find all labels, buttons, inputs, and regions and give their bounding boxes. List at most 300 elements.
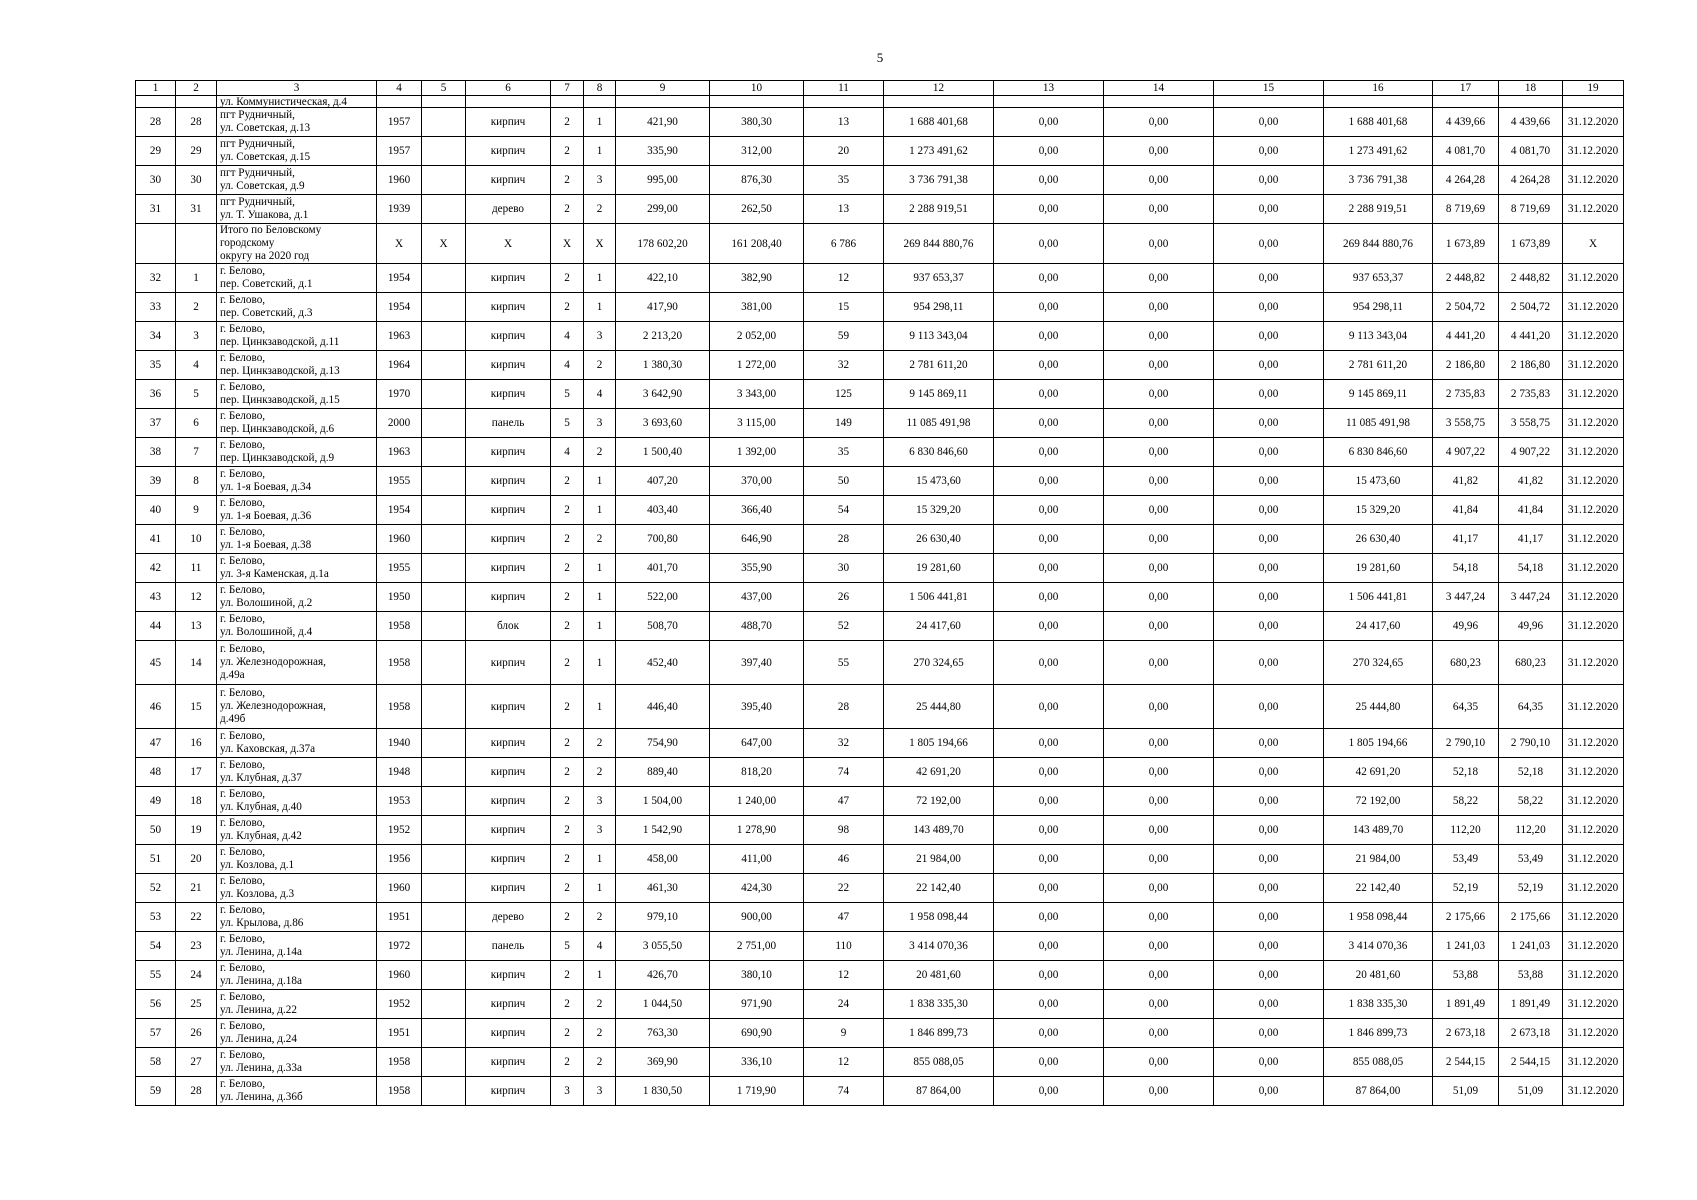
address-cell	[217, 264, 377, 293]
cell-c10: 380,10	[710, 961, 804, 990]
cell-c9: 3 693,60	[616, 409, 710, 438]
address-line: г. Белово,	[220, 526, 266, 538]
cell-year: X	[377, 224, 422, 264]
cell-n1: 54	[136, 932, 176, 961]
cell-year: 1956	[377, 845, 422, 874]
table-row	[136, 409, 1624, 438]
cell-c16: 2 781 611,20	[1324, 351, 1433, 380]
cell-c9: 508,70	[616, 612, 710, 641]
address-cell	[217, 758, 377, 787]
page-number: 5	[876, 50, 884, 65]
cell-n1: 44	[136, 612, 176, 641]
cell-c7: 5	[551, 380, 584, 409]
cell-c14: 0,00	[1104, 641, 1214, 685]
cell-c12: 2 781 611,20	[884, 351, 994, 380]
cell-c12: 269 844 880,76	[884, 224, 994, 264]
cell-c11: 46	[804, 845, 884, 874]
cell-c13: 0,00	[994, 816, 1104, 845]
cell-c10: 876,30	[710, 166, 804, 195]
cell-mat: панель	[466, 409, 551, 438]
address-line: г. Белово,	[220, 1049, 266, 1061]
cell-c10: 971,90	[710, 990, 804, 1019]
cell-c16: 9 113 343,04	[1324, 322, 1433, 351]
cell-c7: 2	[551, 467, 584, 496]
address-line: пгт Рудничный,	[220, 109, 295, 121]
cell-year: 1950	[377, 583, 422, 612]
address-line: ул. Железнодорожная,	[220, 656, 326, 668]
cell-c13: 0,00	[994, 525, 1104, 554]
cell-c14: 0,00	[1104, 874, 1214, 903]
cell-c19: 31.12.2020	[1563, 351, 1624, 380]
cell-year: 1955	[377, 554, 422, 583]
cell-c17: 2 504,72	[1433, 293, 1499, 322]
cell-n1: 36	[136, 380, 176, 409]
address-line: пер. Цинкзаводской, д.6	[220, 423, 335, 435]
address-line: ул. Советская, д.15	[220, 151, 311, 163]
cell-c16: 1 805 194,66	[1324, 729, 1433, 758]
table-row	[136, 845, 1624, 874]
cell-mat: кирпич	[466, 293, 551, 322]
cell-c19: 31.12.2020	[1563, 467, 1624, 496]
cell-c16: 15 329,20	[1324, 496, 1433, 525]
cell-c17: 2 448,82	[1433, 264, 1499, 293]
cell-c10: 3 343,00	[710, 380, 804, 409]
cell-c19: 31.12.2020	[1563, 903, 1624, 932]
cell-c13: 0,00	[994, 1048, 1104, 1077]
cell	[466, 96, 551, 108]
cell-n2: 18	[176, 787, 217, 816]
cell-c7: 2	[551, 685, 584, 729]
cell-c8: 2	[584, 351, 616, 380]
cell	[584, 96, 616, 108]
cell-n2: 28	[176, 1077, 217, 1106]
cell-c17: 4 907,22	[1433, 438, 1499, 467]
cell-c18: 680,23	[1499, 641, 1563, 685]
address-cell	[217, 874, 377, 903]
address-line: ул. Клубная, д.37	[220, 772, 302, 784]
cell-c11: 24	[804, 990, 884, 1019]
cell-n1: 51	[136, 845, 176, 874]
cell-c16: 22 142,40	[1324, 874, 1433, 903]
cell-c16: 42 691,20	[1324, 758, 1433, 787]
cell-c18: 64,35	[1499, 685, 1563, 729]
cell-c16: 855 088,05	[1324, 1048, 1433, 1077]
cell-c13: 0,00	[994, 137, 1104, 166]
cell-c8: 1	[584, 961, 616, 990]
column-header: 15	[1214, 81, 1324, 96]
cell-c18: 2 186,80	[1499, 351, 1563, 380]
column-number-row	[136, 81, 1624, 96]
cell-n2: 9	[176, 496, 217, 525]
cell-c9: 522,00	[616, 583, 710, 612]
cell-c8: 3	[584, 409, 616, 438]
cell-c14: 0,00	[1104, 108, 1214, 137]
cell-c19: 31.12.2020	[1563, 612, 1624, 641]
cell-c12: 26 630,40	[884, 525, 994, 554]
address-cell	[217, 409, 377, 438]
cell-c7: 2	[551, 729, 584, 758]
cell-year: 1958	[377, 1048, 422, 1077]
cell-c16: 24 417,60	[1324, 612, 1433, 641]
cell-c9: 3 642,90	[616, 380, 710, 409]
cell-c18: 112,20	[1499, 816, 1563, 845]
column-header: 11	[804, 81, 884, 96]
table-row	[136, 1077, 1624, 1106]
cell-c7: 2	[551, 816, 584, 845]
cell-c18: 3 447,24	[1499, 583, 1563, 612]
cell-c18: 8 719,69	[1499, 195, 1563, 224]
cell-c15: 0,00	[1214, 409, 1324, 438]
cell	[1499, 96, 1563, 108]
cell-mat: кирпич	[466, 758, 551, 787]
cell-c19: 31.12.2020	[1563, 496, 1624, 525]
cell-c19: 31.12.2020	[1563, 787, 1624, 816]
cell-c13: 0,00	[994, 293, 1104, 322]
cell-c15: 0,00	[1214, 685, 1324, 729]
cell-c19: 31.12.2020	[1563, 264, 1624, 293]
cell-c19: 31.12.2020	[1563, 438, 1624, 467]
cell-c13: 0,00	[994, 467, 1104, 496]
cell-c9: 2 213,20	[616, 322, 710, 351]
column-header: 10	[710, 81, 804, 96]
cell-mat: кирпич	[466, 1048, 551, 1077]
cell-c15: 0,00	[1214, 612, 1324, 641]
cell-c10: 262,50	[710, 195, 804, 224]
cell-c10: 1 240,00	[710, 787, 804, 816]
address-line: ул. Ленина, д.33а	[220, 1062, 302, 1074]
cell-n2: 14	[176, 641, 217, 685]
cell-c16: 1 846 899,73	[1324, 1019, 1433, 1048]
cell-c15: 0,00	[1214, 932, 1324, 961]
cell-mat: кирпич	[466, 322, 551, 351]
cell-n2: 11	[176, 554, 217, 583]
cell-c18: 1 241,03	[1499, 932, 1563, 961]
cell-mat: блок	[466, 612, 551, 641]
cell-c5	[422, 438, 466, 467]
cell-c10: 336,10	[710, 1048, 804, 1077]
cell-c12: 11 085 491,98	[884, 409, 994, 438]
cell-n2: 7	[176, 438, 217, 467]
cell-mat: кирпич	[466, 525, 551, 554]
cell-n2: 30	[176, 166, 217, 195]
cell-c16: 1 273 491,62	[1324, 137, 1433, 166]
cell	[176, 96, 217, 108]
cell-c8: 1	[584, 293, 616, 322]
address-line: г. Белово,	[220, 788, 266, 800]
cell-n1: 49	[136, 787, 176, 816]
table-row	[136, 903, 1624, 932]
cell-c10: 646,90	[710, 525, 804, 554]
cell-c17: 2 790,10	[1433, 729, 1499, 758]
cell-c8: 1	[584, 264, 616, 293]
cell-c11: 22	[804, 874, 884, 903]
cell-c12: 1 805 194,66	[884, 729, 994, 758]
cell-c5	[422, 496, 466, 525]
cell-c8: 2	[584, 525, 616, 554]
cell-c16: 1 688 401,68	[1324, 108, 1433, 137]
column-header: 9	[616, 81, 710, 96]
cell-c14: 0,00	[1104, 932, 1214, 961]
cell-c9: 426,70	[616, 961, 710, 990]
table-row	[136, 525, 1624, 554]
cell-c17: 4 081,70	[1433, 137, 1499, 166]
cell-c7: 2	[551, 787, 584, 816]
cell-c16: 72 192,00	[1324, 787, 1433, 816]
cell-c18: 58,22	[1499, 787, 1563, 816]
cell-c13: 0,00	[994, 1019, 1104, 1048]
cell-c16: 269 844 880,76	[1324, 224, 1433, 264]
column-header: 13	[994, 81, 1104, 96]
cell-mat: кирпич	[466, 264, 551, 293]
address-line: г. Белово,	[220, 1020, 266, 1032]
table-row	[136, 758, 1624, 787]
cell-c14: 0,00	[1104, 729, 1214, 758]
address-line: ул. Советская, д.9	[220, 180, 305, 192]
cell-n2: 16	[176, 729, 217, 758]
cell-n1: 59	[136, 1077, 176, 1106]
cell-c16: 2 288 919,51	[1324, 195, 1433, 224]
cell-c13: 0,00	[994, 554, 1104, 583]
cell-c19: 31.12.2020	[1563, 409, 1624, 438]
cell-c15: 0,00	[1214, 845, 1324, 874]
address-line: ул. Крылова, д.86	[220, 917, 304, 929]
cell-c9: 1 504,00	[616, 787, 710, 816]
address-cell	[217, 496, 377, 525]
cell-c14: 0,00	[1104, 612, 1214, 641]
address-line: г. Белово,	[220, 759, 266, 771]
cell-c9: 417,90	[616, 293, 710, 322]
cell-c18: 41,84	[1499, 496, 1563, 525]
cell-c14: 0,00	[1104, 816, 1214, 845]
cell-c17: 41,17	[1433, 525, 1499, 554]
address-line: ул. 3-я Каменская, д.1а	[220, 568, 329, 580]
cell-n1: 28	[136, 108, 176, 137]
table-row	[136, 293, 1624, 322]
cell-c8: 2	[584, 729, 616, 758]
cell-c16: 21 984,00	[1324, 845, 1433, 874]
address-line: ул. 1-я Боевая, д.38	[220, 539, 312, 551]
cell-c9: 407,20	[616, 467, 710, 496]
cell-c16: 87 864,00	[1324, 1077, 1433, 1106]
cell-c9: 3 055,50	[616, 932, 710, 961]
cell-c8: 2	[584, 195, 616, 224]
cell-c17: 52,18	[1433, 758, 1499, 787]
cell-mat: кирпич	[466, 816, 551, 845]
cell-c14: 0,00	[1104, 903, 1214, 932]
address-cell	[217, 525, 377, 554]
address-line: округу на 2020 год	[220, 250, 310, 262]
cell-c5	[422, 685, 466, 729]
cell-n1: 41	[136, 525, 176, 554]
cell-c18: 4 907,22	[1499, 438, 1563, 467]
cell-c5	[422, 409, 466, 438]
cell-year: 1952	[377, 816, 422, 845]
cell-c17: 4 441,20	[1433, 322, 1499, 351]
table-row	[136, 166, 1624, 195]
cell-c18: 2 175,66	[1499, 903, 1563, 932]
cell-mat: панель	[466, 932, 551, 961]
cell-c11: 125	[804, 380, 884, 409]
cell-c12: 24 417,60	[884, 612, 994, 641]
cell-c15: 0,00	[1214, 380, 1324, 409]
address-cell	[217, 380, 377, 409]
cell	[884, 96, 994, 108]
cell-c8: 4	[584, 932, 616, 961]
cell-n2: 25	[176, 990, 217, 1019]
cell-c10: 3 115,00	[710, 409, 804, 438]
cell-n2: 31	[176, 195, 217, 224]
cell-n1: 48	[136, 758, 176, 787]
address-line: г. Белово,	[220, 991, 266, 1003]
cell-c15: 0,00	[1214, 293, 1324, 322]
cell-mat: кирпич	[466, 380, 551, 409]
cell-year: 1960	[377, 166, 422, 195]
cell-mat: кирпич	[466, 1019, 551, 1048]
cell-c11: 12	[804, 264, 884, 293]
cell-c13: 0,00	[994, 990, 1104, 1019]
address-line: г. Белово,	[220, 497, 266, 509]
cell-c19: X	[1563, 224, 1624, 264]
cell-n2: 5	[176, 380, 217, 409]
cell-n1: 53	[136, 903, 176, 932]
cell	[994, 96, 1104, 108]
cell-c11: 50	[804, 467, 884, 496]
total-row	[136, 224, 1624, 264]
cell-c8: 1	[584, 845, 616, 874]
address-line: г. Белово,	[220, 875, 266, 887]
cell-year: 1953	[377, 787, 422, 816]
cell-c11: 12	[804, 1048, 884, 1077]
table-row	[136, 787, 1624, 816]
cell-c7: 2	[551, 583, 584, 612]
cell-c5	[422, 166, 466, 195]
cell	[1563, 96, 1624, 108]
cell-n1: 31	[136, 195, 176, 224]
cell-c9: 452,40	[616, 641, 710, 685]
cell-n1: 57	[136, 1019, 176, 1048]
cell-c5	[422, 108, 466, 137]
cell-c12: 9 113 343,04	[884, 322, 994, 351]
cell-c16: 25 444,80	[1324, 685, 1433, 729]
cell-c9: 458,00	[616, 845, 710, 874]
cell-c19: 31.12.2020	[1563, 990, 1624, 1019]
cell-c18: 1 891,49	[1499, 990, 1563, 1019]
cell-c9: 299,00	[616, 195, 710, 224]
cell-n2: 27	[176, 1048, 217, 1077]
cell-c12: 21 984,00	[884, 845, 994, 874]
address-line: ул. Т. Ушакова, д.1	[220, 209, 309, 221]
cell-year: 1958	[377, 1077, 422, 1106]
cell-c17: 58,22	[1433, 787, 1499, 816]
cell-c8: 3	[584, 322, 616, 351]
cell-c16: 954 298,11	[1324, 293, 1433, 322]
cell-c13: 0,00	[994, 438, 1104, 467]
cell-c9: 995,00	[616, 166, 710, 195]
cell-c12: 42 691,20	[884, 758, 994, 787]
cell-c18: 2 448,82	[1499, 264, 1563, 293]
cell-c7: 2	[551, 137, 584, 166]
address-line: Итого по Беловскому городскому	[220, 224, 322, 249]
address-line: пер. Советский, д.1	[220, 278, 313, 290]
cell-c12: 22 142,40	[884, 874, 994, 903]
cell-c16: 15 473,60	[1324, 467, 1433, 496]
cell-mat: дерево	[466, 195, 551, 224]
table-row	[136, 685, 1624, 729]
cell-c14: 0,00	[1104, 438, 1214, 467]
cell-year: 1952	[377, 990, 422, 1019]
cell-c19: 31.12.2020	[1563, 166, 1624, 195]
cell-c11: 35	[804, 166, 884, 195]
cell-c15: 0,00	[1214, 438, 1324, 467]
address-line: г. Белово,	[220, 613, 266, 625]
cell-c11: 74	[804, 758, 884, 787]
cell-c15: 0,00	[1214, 1077, 1324, 1106]
address-cell	[217, 438, 377, 467]
cell-c12: 1 838 335,30	[884, 990, 994, 1019]
cell-c17: 1 241,03	[1433, 932, 1499, 961]
cell-c7: 4	[551, 438, 584, 467]
cell-year: 1948	[377, 758, 422, 787]
cell-c17: 2 673,18	[1433, 1019, 1499, 1048]
column-header: 1	[136, 81, 176, 96]
cell-c13: 0,00	[994, 1077, 1104, 1106]
cell-year: 1939	[377, 195, 422, 224]
cell-mat: кирпич	[466, 554, 551, 583]
cell-c12: 15 473,60	[884, 467, 994, 496]
cell-c7: 2	[551, 108, 584, 137]
cell-c13: 0,00	[994, 874, 1104, 903]
cell-year: 1940	[377, 729, 422, 758]
cell-c5	[422, 1048, 466, 1077]
cell-c17: 1 673,89	[1433, 224, 1499, 264]
column-header: 19	[1563, 81, 1624, 96]
address-cell	[217, 903, 377, 932]
cell-c5	[422, 874, 466, 903]
address-line: г. Белово,	[220, 643, 266, 655]
cell-c13: 0,00	[994, 961, 1104, 990]
cell-c5	[422, 729, 466, 758]
cell-c17: 3 558,75	[1433, 409, 1499, 438]
cell-c18: 41,82	[1499, 467, 1563, 496]
cell-c17: 41,84	[1433, 496, 1499, 525]
cell-n1: 32	[136, 264, 176, 293]
cell-c18: 41,17	[1499, 525, 1563, 554]
cell-c17: 8 719,69	[1433, 195, 1499, 224]
address-line: г. Белово,	[220, 468, 266, 480]
cell-c8: 2	[584, 758, 616, 787]
cell-c5: X	[422, 224, 466, 264]
cell-c5	[422, 787, 466, 816]
cell-c8: 1	[584, 137, 616, 166]
cell-c18: 49,96	[1499, 612, 1563, 641]
cell-c19: 31.12.2020	[1563, 816, 1624, 845]
column-header: 16	[1324, 81, 1433, 96]
cell-c15: 0,00	[1214, 108, 1324, 137]
cell-c15: 0,00	[1214, 1048, 1324, 1077]
cell-c7: 2	[551, 496, 584, 525]
column-header: 18	[1499, 81, 1563, 96]
table-row	[136, 612, 1624, 641]
address-line: г. Белово,	[220, 265, 266, 277]
cell-c10: 647,00	[710, 729, 804, 758]
address-cell	[217, 729, 377, 758]
cell-c14: 0,00	[1104, 990, 1214, 1019]
cell-c7: 2	[551, 1019, 584, 1048]
cell-c7: 2	[551, 195, 584, 224]
cell-c13: 0,00	[994, 264, 1104, 293]
cell-c14: 0,00	[1104, 1019, 1214, 1048]
cell-c11: 98	[804, 816, 884, 845]
